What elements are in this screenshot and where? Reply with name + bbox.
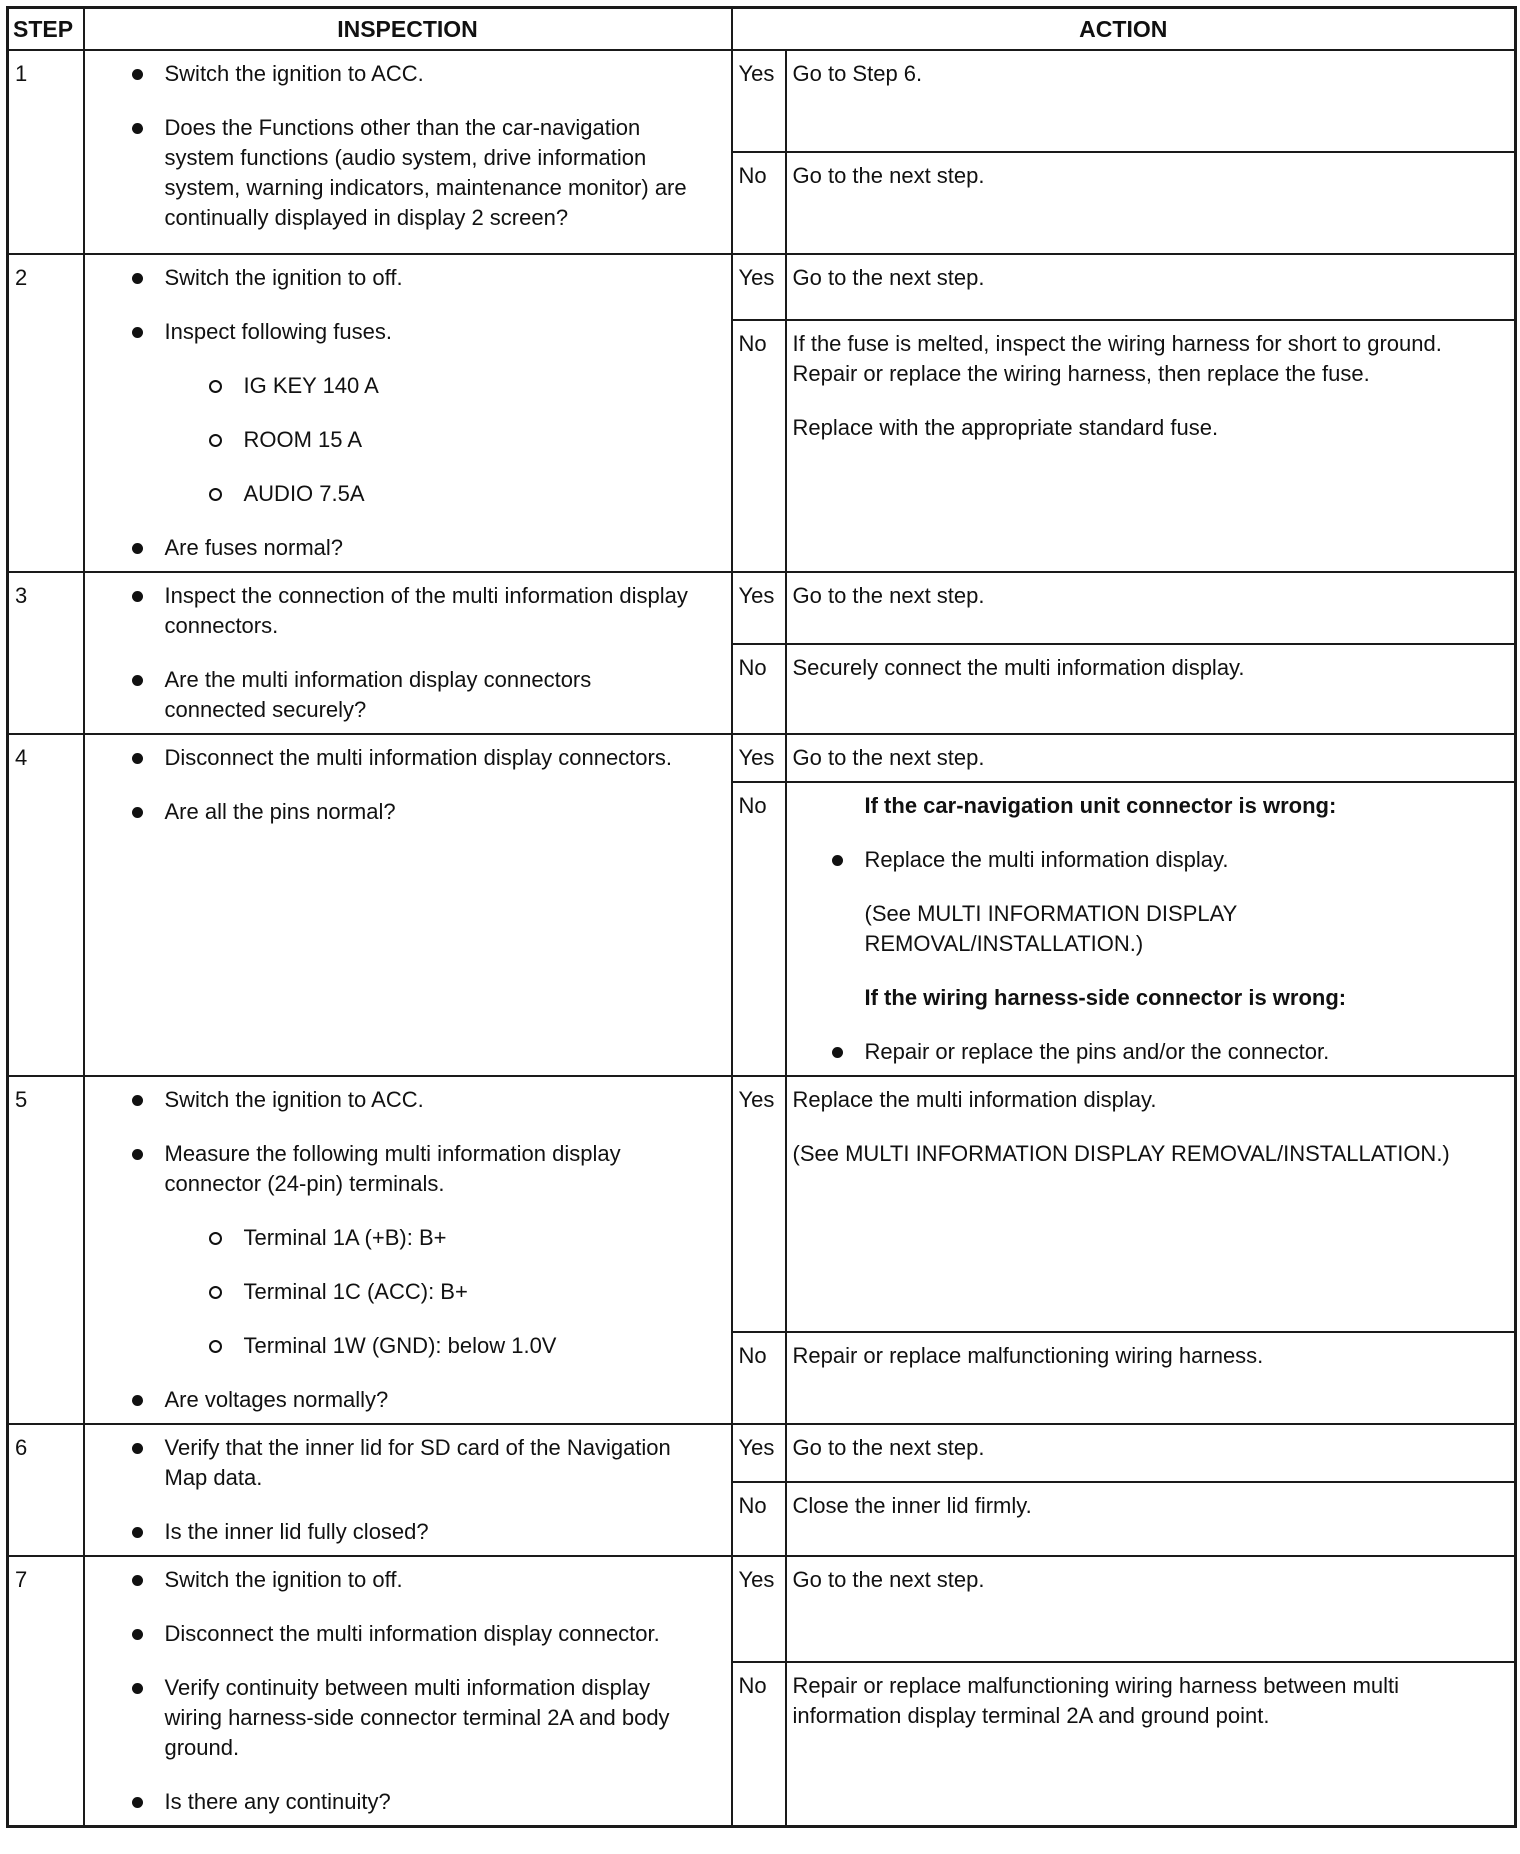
no-label: No (732, 782, 786, 1076)
inspection-cell (84, 734, 732, 1076)
step-row (8, 254, 1516, 320)
action-item: Replace the multi information display. (865, 845, 1507, 875)
circle-icon (209, 1340, 222, 1353)
fuse-item: ROOM 15 A (165, 425, 695, 455)
no-action: Repair or replace malfunctioning wiring harness. (786, 1332, 1516, 1424)
inspection-cell (84, 254, 732, 572)
circle-icon (209, 380, 222, 393)
no-label: No (732, 152, 786, 254)
no-label: No (732, 1482, 786, 1556)
reference-note: (See MULTI INFORMATION DISPLAY REMOVAL/INSTALLATION.) (864, 901, 1237, 956)
inspection-item: Are voltages normally? (85, 1385, 695, 1415)
step-number: 3 (8, 572, 84, 734)
yes-label: Yes (732, 254, 786, 320)
bullet-icon (132, 591, 143, 602)
bullet-icon (132, 1629, 143, 1640)
condition-heading: If the car-navigation unit connector is wrong: (864, 793, 1337, 818)
step-number: 7 (8, 1556, 84, 1827)
inspection-item: Is there any continuity? (85, 1787, 695, 1817)
terminal-item: Terminal 1W (GND): below 1.0V (165, 1331, 695, 1361)
bullet-icon (132, 807, 143, 818)
yes-label: Yes (732, 50, 786, 152)
inspection-item: Switch the ignition to ACC. (85, 1085, 695, 1115)
terminal-item: Terminal 1C (ACC): B+ (165, 1277, 695, 1307)
bullet-icon (132, 273, 143, 284)
yes-label: Yes (732, 734, 786, 782)
inspection-item: Are fuses normal? (85, 533, 695, 563)
inspection-item: Verify continuity between multi information display wiring harness-side connector terminal 2A and body ground. (85, 1673, 695, 1763)
bullet-icon (132, 675, 143, 686)
yes-action: Go to the next step. (786, 254, 1516, 320)
inspection-item: Does the Functions other than the car-navigation system functions (audio system, drive information system, warning indicators, maintenance monitor) are continually displayed in display 2 screen? (85, 113, 695, 233)
step-row (8, 1424, 1516, 1482)
no-label: No (732, 1332, 786, 1424)
bullet-icon (132, 1575, 143, 1586)
yes-action: Go to the next step. (786, 734, 1516, 782)
inspection-item: Switch the ignition to off. (85, 1565, 695, 1595)
inspection-item: Are the multi information display connectors connected securely? (85, 665, 695, 725)
inspection-item: Switch the ignition to ACC. (85, 59, 695, 89)
inspection-cell (84, 1424, 732, 1556)
fuse-item: AUDIO 7.5A (165, 479, 695, 509)
bullet-icon (832, 1047, 843, 1058)
step-number: 1 (8, 50, 84, 254)
inspection-item: Disconnect the multi information display connector. (85, 1619, 695, 1649)
bullet-icon (132, 1149, 143, 1160)
bullet-icon (132, 327, 143, 338)
circle-icon (209, 1232, 222, 1245)
yes-label: Yes (732, 1556, 786, 1662)
inspection-item: Measure the following multi information display connector (24-pin) terminals. Terminal 1A (+B): B+ Terminal 1C (ACC): B+ Terminal 1W (GND): below 1.0V (85, 1139, 695, 1361)
inspection-item: Inspect following fuses. IG KEY 140 A ROOM 15 A AUDIO 7.5A (85, 317, 695, 509)
inspection-item: Switch the ignition to off. (85, 263, 695, 293)
condition-heading: If the wiring harness-side connector is wrong: (864, 985, 1347, 1010)
terminal-item: Terminal 1A (+B): B+ (165, 1223, 695, 1253)
inspection-item: Is the inner lid fully closed? (85, 1517, 695, 1547)
action-item: Repair or replace the pins and/or the connector. (865, 1037, 1507, 1067)
yes-label: Yes (732, 1424, 786, 1482)
troubleshooting-table (6, 6, 1517, 1828)
bullet-icon (132, 1527, 143, 1538)
bullet-icon (132, 1683, 143, 1694)
bullet-icon (132, 543, 143, 554)
bullet-icon (132, 69, 143, 80)
header-row (8, 8, 1516, 51)
fuse-item: IG KEY 140 A (165, 371, 695, 401)
no-action: Securely connect the multi information display. (786, 644, 1516, 734)
yes-label: Yes (732, 572, 786, 644)
bullet-icon (132, 1395, 143, 1406)
step-number: 5 (8, 1076, 84, 1424)
yes-action: Go to Step 6. (786, 50, 1516, 152)
no-action: Repair or replace malfunctioning wiring harness between multi information display terminal 2A and ground point. (786, 1662, 1516, 1827)
circle-icon (209, 488, 222, 501)
step-number: 2 (8, 254, 84, 572)
inspection-cell (84, 1556, 732, 1827)
yes-action: Replace the multi information display. (See MULTI INFORMATION DISPLAY REMOVAL/INSTALLATION.) (786, 1076, 1516, 1332)
no-action: Close the inner lid firmly. (786, 1482, 1516, 1556)
no-label: No (732, 1662, 786, 1827)
no-label: No (732, 320, 786, 572)
header-step: STEP (8, 8, 84, 51)
header-action: ACTION (732, 8, 1516, 51)
circle-icon (209, 434, 222, 447)
inspection-item: Are all the pins normal? (85, 797, 695, 827)
circle-icon (209, 1286, 222, 1299)
inspection-item: Verify that the inner lid for SD card of the Navigation Map data. (85, 1433, 695, 1493)
yes-action: Go to the next step. (786, 1424, 1516, 1482)
step-number: 6 (8, 1424, 84, 1556)
no-action: Go to the next step. (786, 152, 1516, 254)
header-inspection: INSPECTION (84, 8, 732, 51)
inspection-cell (84, 572, 732, 734)
bullet-icon (132, 123, 143, 134)
step-number: 4 (8, 734, 84, 1076)
inspection-cell (84, 1076, 732, 1424)
yes-action: Go to the next step. (786, 572, 1516, 644)
no-label: No (732, 644, 786, 734)
step-row (8, 1556, 1516, 1662)
step-row (8, 50, 1516, 152)
inspection-cell (84, 50, 732, 254)
yes-action: Go to the next step. (786, 1556, 1516, 1662)
bullet-icon (832, 855, 843, 866)
yes-label: Yes (732, 1076, 786, 1332)
no-action (786, 782, 1516, 1076)
step-row (8, 734, 1516, 782)
inspection-item: Inspect the connection of the multi information display connectors. (85, 581, 695, 641)
no-action: If the fuse is melted, inspect the wiring harness for short to ground. Repair or replace the wiring harness, then replace the fuse. Replace with the appropriate standard fuse. (786, 320, 1516, 572)
inspection-item: Disconnect the multi information display connectors. (85, 743, 695, 773)
bullet-icon (132, 753, 143, 764)
bullet-icon (132, 1443, 143, 1454)
step-row (8, 1076, 1516, 1332)
step-row (8, 572, 1516, 644)
bullet-icon (132, 1797, 143, 1808)
bullet-icon (132, 1095, 143, 1106)
